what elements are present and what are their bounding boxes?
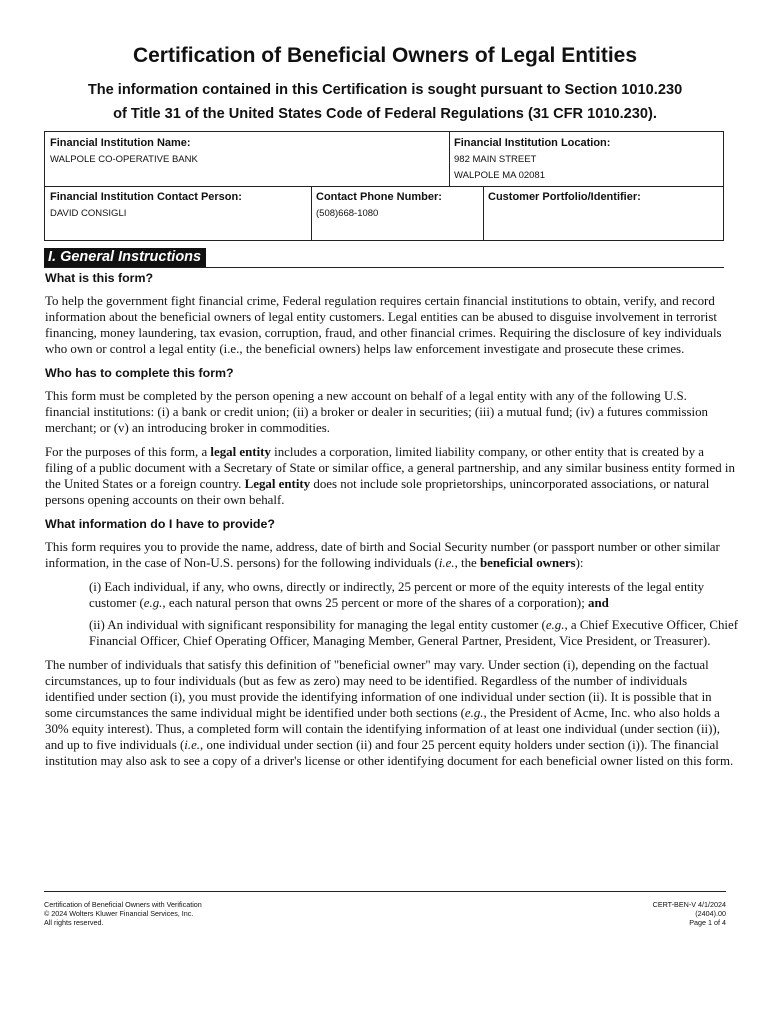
footer-version: (2404).00 [695, 909, 726, 918]
customer-portfolio-field[interactable] [483, 186, 723, 241]
list-item: (i) Each individual, if any, who owns, directly or indirectly, 25 percent or more of the equity interests of the legal entity customer (e.g., each natural person that owns 25 percent or more of the shares of a corporation); and [89, 580, 705, 610]
question-heading: What information do I have to provide? [45, 517, 275, 531]
institution-name-field[interactable] [45, 132, 449, 186]
box-divider [45, 186, 723, 187]
box-divider [483, 186, 484, 240]
page-subtitle [30, 78, 740, 126]
paragraph: The number of individuals that satisfy this definition of "beneficial owner" may vary. Under section (i), depending on the factual circumstances, up to four individuals (but as few as zero) may need to be identified. Regardless of the number of individuals identified under section (i), you must provide the identifying information of one individual under section (ii). It is possible that in some circumstances the same individual might be identified under both sections (e.g., the President of Acme, Inc. who also holds a 30% equity interest). Thus, a completed form will contain the identifying information of at least one individual (under section (ii)), and up to five individuals (i.e., one individual under section (ii) and four 25 percent equity holders under section (i)). The financial institution may also ask to see a copy of a driver's license or other identifying document for each beneficial owner listed on this form. [45, 658, 734, 768]
subtitle-line-2: of Title 31 of the United States Code of Federal Regulations (31 CFR 1010.230). [113, 106, 657, 122]
customer-portfolio-label: Customer Portfolio/Identifier: [488, 191, 641, 203]
legal-entity-term: legal entity [210, 445, 271, 459]
list-item: (ii) An individual with significant responsibility for managing the legal entity customer (e.g., a Chief Executive Officer, Chief Financial Officer, Chief Operating Officer, Managing Member, General Partner, President, Vice President, or Treasurer). [89, 618, 738, 648]
section-heading: I. General Instructions [44, 248, 206, 267]
contact-person-value: DAVID CONSIGLI [50, 208, 127, 219]
question-heading: What is this form? [45, 271, 154, 285]
instructions-body [45, 270, 738, 777]
institution-location-label: Financial Institution Location: [454, 137, 611, 149]
contact-phone-value: (508)668-1080 [316, 208, 379, 219]
paragraph: For the purposes of this form, a legal entity includes a corporation, limited liability company, or other entity that is created by a filing of a public document with a Secretary of State or similar office, a general partnership, and any similar business entity formed in the United States or a foreign country. Legal entity does not include sole proprietorships, unincorporated associations, or natural persons opening accounts on their own behalf. [45, 445, 735, 507]
institution-name-value: WALPOLE CO-OPERATIVE BANK [50, 154, 198, 165]
contact-person-field[interactable] [45, 186, 311, 241]
institution-location-line-2: WALPOLE MA 02081 [454, 170, 546, 181]
box-divider [311, 186, 312, 240]
contact-phone-field[interactable] [311, 186, 483, 241]
institution-info-box [44, 131, 724, 241]
footer-right [653, 900, 726, 927]
section-rule [44, 267, 724, 268]
footer-page-number: Page 1 of 4 [689, 918, 726, 927]
subtitle-line-1: The information contained in this Certification is sought pursuant to Section 1010.230 [87, 82, 683, 98]
footer-copyright: © 2024 Wolters Kluwer Financial Services, Inc. [44, 909, 194, 918]
footer-left [44, 900, 202, 927]
page-title: Certification of Beneficial Owners of Legal Entities [132, 44, 638, 67]
footer-rule [44, 891, 726, 892]
footer-form-name: Certification of Beneficial Owners with Verification [44, 900, 202, 909]
paragraph: To help the government fight financial crime, Federal regulation requires certain financial institutions to obtain, verify, and record information about the beneficial owners of legal entity customers. Legal entities can be abused to disguise involvement in terrorist financing, money laundering, tax evasion, corruption, fraud, and other financial crimes. Requiring the disclosure of key individuals who own or control a legal entity (i.e., the beneficial owners) helps law enforcement investigate and prosecute these crimes. [45, 294, 722, 356]
paragraph: This form must be completed by the person opening a new account on behalf of a legal entity with any of the following U.S. financial institutions: (i) a bank or credit union; (ii) a broker or dealer in securities; (iii) a mutual fund; (iv) a futures commission merchant; or (v) an introducing broker in commodities. [45, 389, 708, 435]
footer-rights: All rights reserved. [44, 918, 104, 927]
question-heading: Who has to complete this form? [45, 366, 234, 380]
institution-location-field[interactable] [449, 132, 723, 186]
legal-entity-term: Legal entity [244, 477, 311, 491]
institution-name-label: Financial Institution Name: [50, 137, 191, 149]
footer-form-code: CERT-BEN-V 4/1/2024 [652, 900, 726, 909]
box-divider [449, 132, 450, 186]
beneficial-owners-term: beneficial owners [479, 556, 576, 570]
contact-person-label: Financial Institution Contact Person: [50, 191, 242, 203]
contact-phone-label: Contact Phone Number: [316, 191, 442, 203]
institution-location-line-1: 982 MAIN STREET [454, 154, 537, 165]
paragraph: This form requires you to provide the name, address, date of birth and Social Security number (or passport number or other similar information, in the case of Non-U.S. persons) for the following individuals (i.e., the beneficial owners): [45, 540, 720, 570]
